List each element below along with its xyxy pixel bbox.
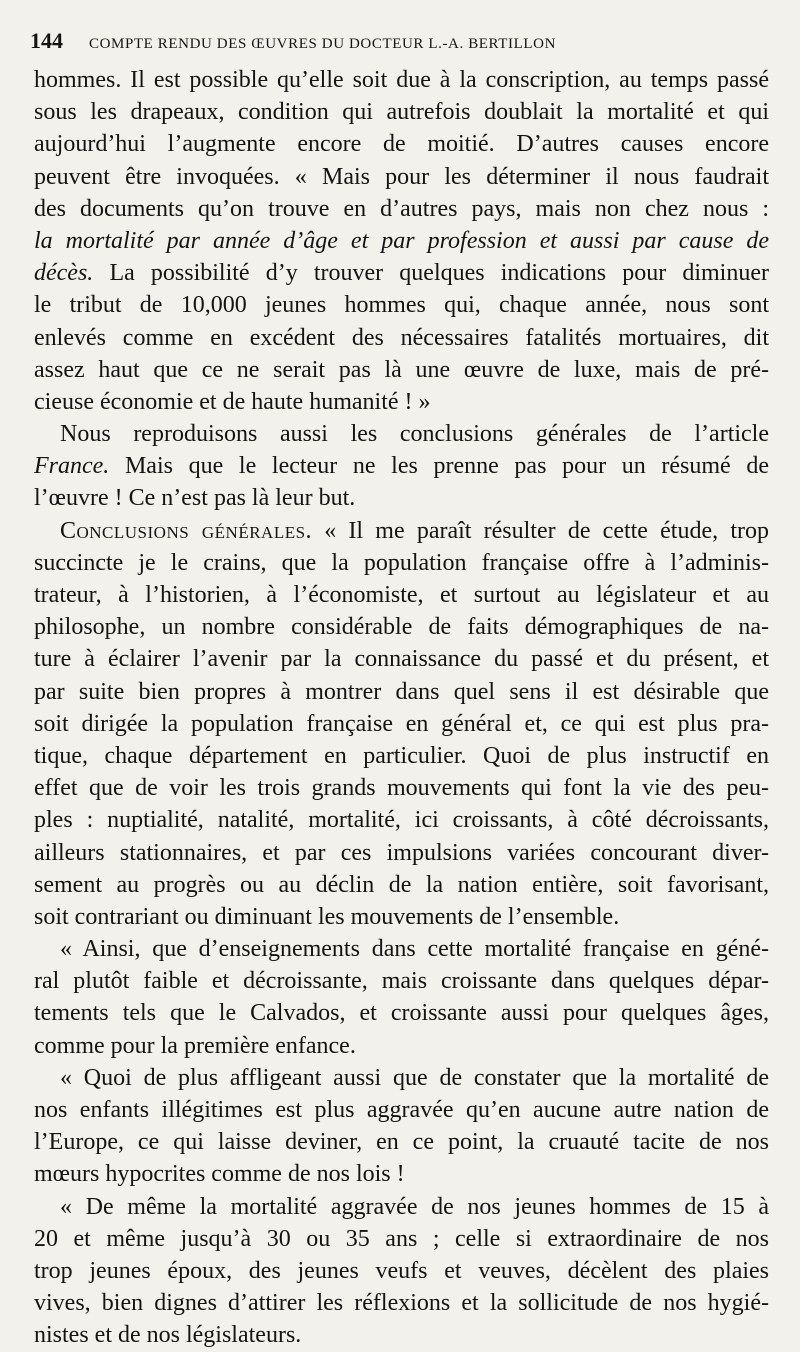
text-line: hommes. Il est possible qu’elle soit due à la conscription, au temps passé <box>34 67 769 93</box>
page-header <box>30 28 690 58</box>
text-line: tements tels que le Calvados, et croissante aussi pour quelques âges, <box>34 1000 769 1027</box>
text-line: ples : nuptialité, natalité, mortalité, ici croissants, à côté décroissants, <box>34 807 769 834</box>
text-line: cieuse économie et de haute humanité ! » <box>34 388 431 415</box>
text-span: Mais que le lecteur ne les prenne pas pour un résumé de <box>109 453 769 480</box>
text-line: « De même la mortalité aggravée de nos jeunes hommes de 15 à <box>60 1193 769 1220</box>
text-line: 20 et même jusqu’à 30 ou 35 ans ; celle si extraordinaire de nos <box>34 1225 769 1252</box>
text-line: peuvent être invoquées. « Mais pour les déterminer il nous faudrait <box>34 163 769 190</box>
text-line: Nous reproduisons aussi les conclusions générales de l’article <box>60 421 769 448</box>
text-line: aujourd’hui l’augmente encore de moitié. D’autres causes encore <box>34 131 769 158</box>
text-line: enlevés comme en excédent des nécessaires fatalités mortuaires, dit <box>34 324 769 351</box>
text-line: ral plutôt faible et décroissante, mais croissante dans quelques dépar- <box>34 968 769 995</box>
text-line: effet que de voir les trois grands mouvements qui font la vie des peu- <box>34 775 769 802</box>
text-line: vives, bien dignes d’attirer les réflexions et la sollicitude de nos hygié- <box>34 1290 769 1317</box>
running-title: COMPTE RENDU DES ŒUVRES DU DOCTEUR L.-A. BERTILLON <box>89 36 557 52</box>
text-line: mœurs hypocrites comme de nos lois ! <box>34 1161 405 1188</box>
text-line: tique, chaque département en particulier. Quoi de plus instructif en <box>34 742 769 769</box>
text-line <box>34 450 769 482</box>
text-line: comme pour la première enfance. <box>34 1032 356 1059</box>
text-line: sement au progrès ou au déclin de la nation entière, soit favorisant, <box>34 871 769 898</box>
text-line: soit dirigée la population française en général et, ce qui est plus pra- <box>34 710 769 737</box>
text-line: philosophe, un nombre considérable de faits démographiques de na- <box>34 614 769 641</box>
text-line: nos enfants illégitimes est plus aggravée qu’en aucune autre nation de <box>34 1097 769 1123</box>
text-line: le tribut de 10,000 jeunes hommes qui, chaque année, nous sont <box>34 292 769 319</box>
text-line: trop jeunes époux, des jeunes veufs et veuves, décèlent des plaies <box>34 1257 769 1284</box>
text-line: assez haut que ce ne serait pas là une œuvre de luxe, mais de pré- <box>34 356 769 383</box>
text-line: l’Europe, ce qui laisse deviner, en ce point, la cruauté tacite de nos <box>34 1129 769 1156</box>
text-line-italic <box>34 225 769 257</box>
italic-word: France. <box>34 453 110 480</box>
italic-word: décès. <box>34 260 94 287</box>
text-line: des documents qu’on trouve en d’autres pays, mais non chez nous : <box>34 195 769 222</box>
page-number: 144 <box>30 28 63 53</box>
text-line <box>34 515 769 547</box>
text-line: l’œuvre ! Ce n’est pas là leur but. <box>34 485 356 512</box>
text-line: par suite bien propres à montrer dans quel sens il est désirable que <box>34 678 769 705</box>
text-span: La possibilité d’y trouver quelques indications pour diminuer <box>93 260 769 287</box>
text-line: nistes et de nos législateurs. <box>34 1322 302 1349</box>
section-heading: Conclusions générales. <box>60 517 313 544</box>
text-line: ture à éclairer l’avenir par la connaissance du passé et du présent, et <box>34 646 769 673</box>
text-line: trateur, à l’historien, à l’économiste, et surtout au législateur et au <box>34 582 769 608</box>
text-line: ailleurs stationnaires, et par ces impulsions variées concourant diver- <box>34 839 769 866</box>
text-line: « Quoi de plus affligeant aussi que de constater que la mortalité de <box>60 1064 769 1091</box>
text-line: sous les drapeaux, condition qui autrefois doublait la mortalité et qui <box>34 99 769 126</box>
italic-phrase: la mortalité par année d’âge et par profession et aussi par cause de <box>34 227 769 254</box>
text-line: « Ainsi, que d’enseignements dans cette mortalité française en géné- <box>60 936 769 963</box>
body-text <box>34 64 769 1352</box>
text-line <box>34 257 769 289</box>
text-span: « Il me paraît résulter de cette étude, trop <box>312 517 769 544</box>
text-line: soit contrariant ou diminuant les mouvements de l’ensemble. <box>34 903 620 930</box>
text-line: succincte je le crains, que la population française offre à l’adminis- <box>34 549 769 576</box>
